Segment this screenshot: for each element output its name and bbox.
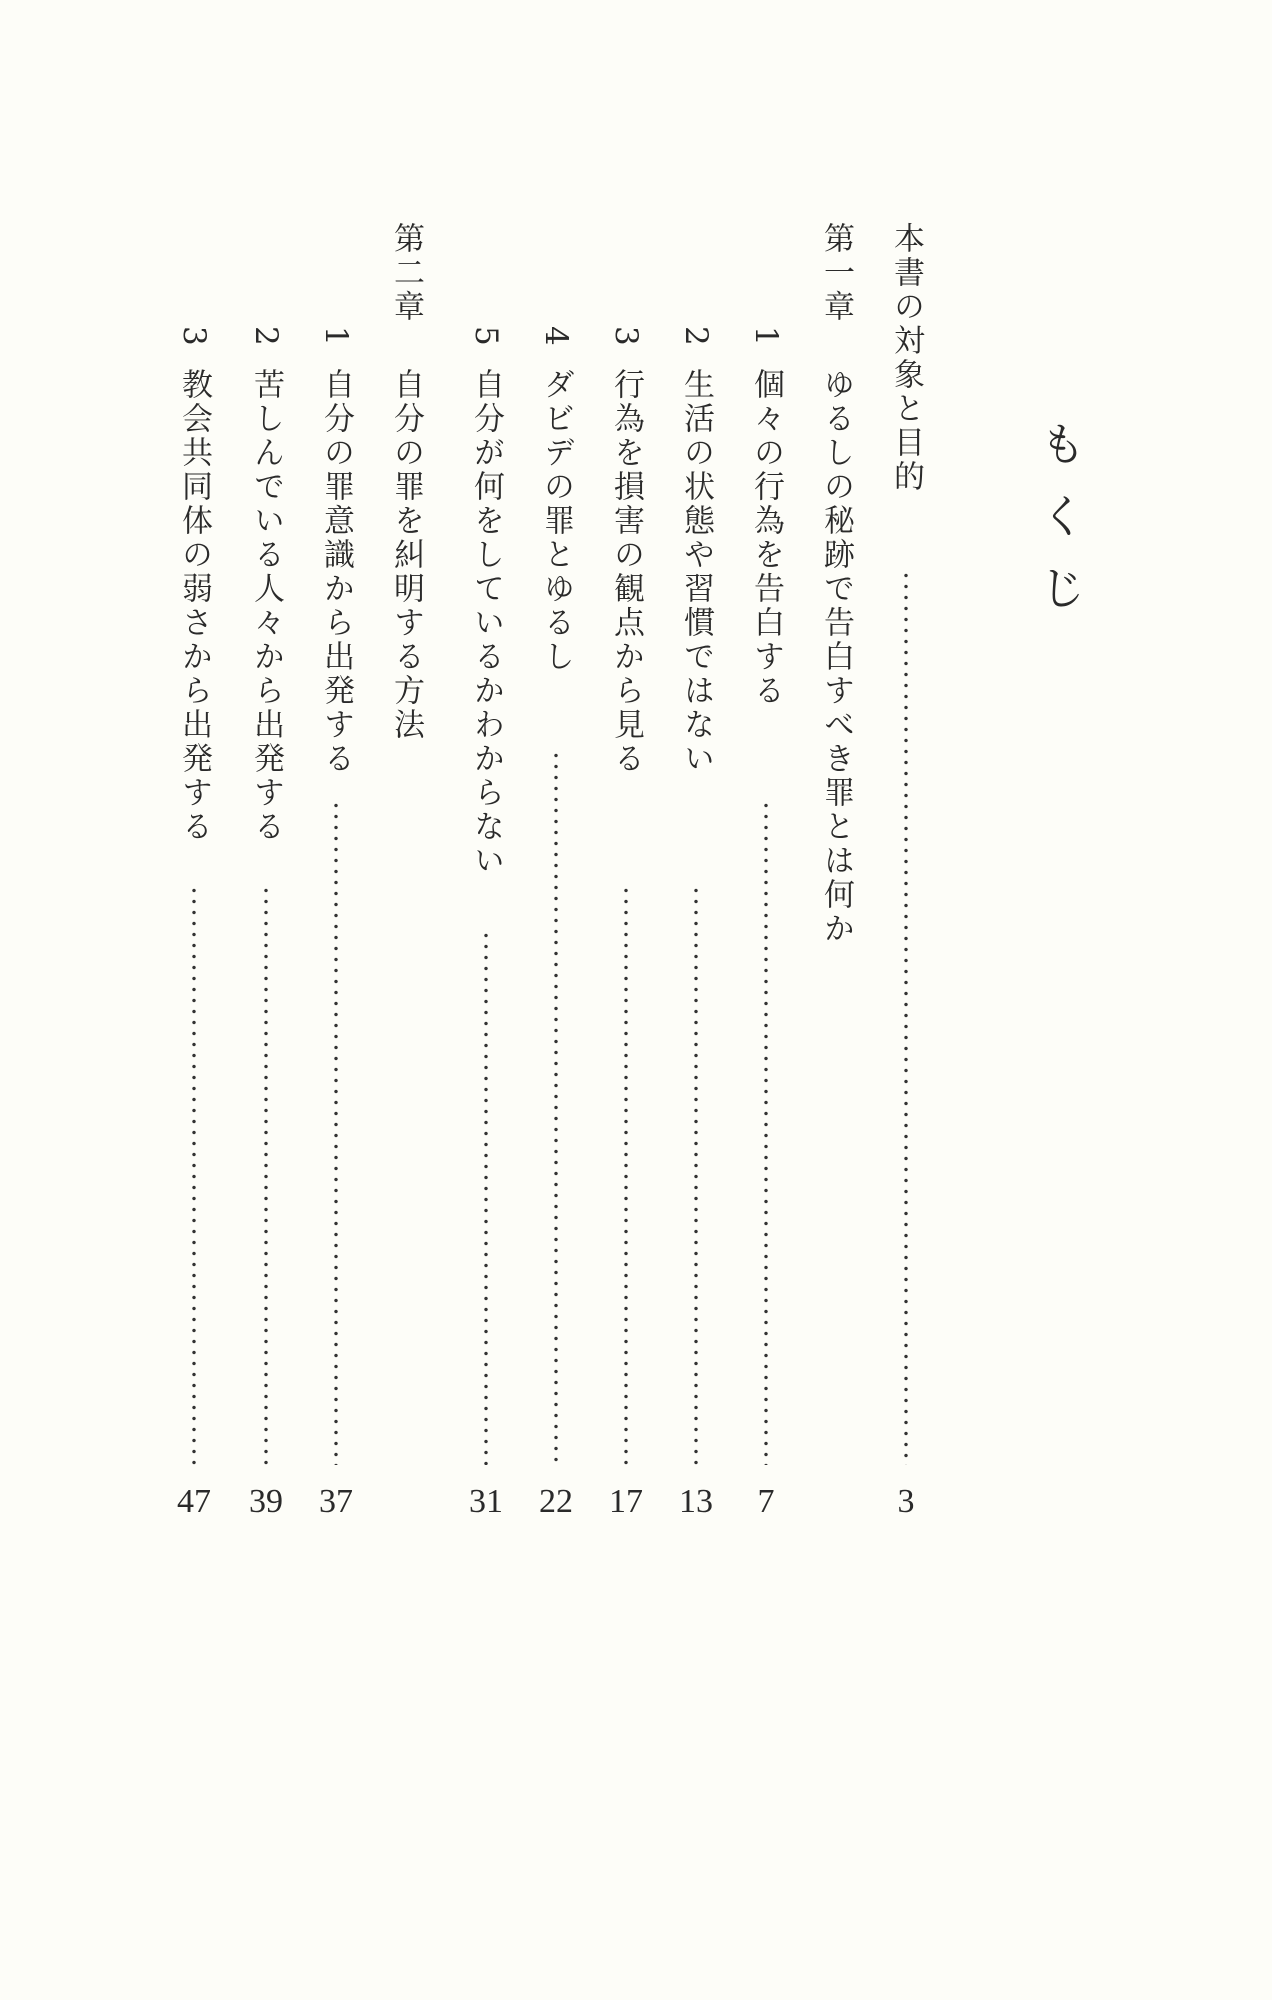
toc-entry-2-1 — [315, 0, 357, 2000]
entry-number: 1 — [748, 326, 784, 349]
entry-text: 個々の行為を告白する — [748, 368, 784, 708]
entry-text: 本書の対象と目的 — [888, 222, 924, 494]
entry-number: 1 — [318, 326, 354, 349]
entry-page: 13 — [679, 1483, 713, 1520]
toc-entry-intro — [885, 0, 927, 2000]
chapter-label: 第一章 — [818, 222, 854, 324]
entry-text: 自分の罪意識から出発する — [318, 368, 354, 776]
toc-entry-1-4 — [535, 0, 577, 2000]
leader-dots — [484, 930, 488, 1465]
toc-entry-1-2 — [675, 0, 717, 2000]
entry-page: 3 — [897, 1483, 915, 1520]
entry-text: ダビデの罪とゆるし — [538, 368, 574, 674]
entry-number: 5 — [468, 326, 504, 349]
page-title: もくじ — [1033, 420, 1087, 636]
chapter-title: ゆるしの秘跡で告白すべき罪とは何か — [818, 368, 854, 946]
entry-page: 17 — [609, 1483, 643, 1520]
chapter-label: 第二章 — [388, 222, 424, 324]
entry-number: 3 — [608, 326, 644, 349]
leader-dots — [764, 800, 768, 1465]
toc-chapter-1 — [815, 0, 857, 2000]
entry-page: 37 — [319, 1483, 353, 1520]
toc-entry-2-3 — [173, 0, 215, 2000]
leader-dots — [624, 885, 628, 1465]
leader-dots — [904, 570, 908, 1465]
leader-dots — [554, 750, 558, 1465]
entry-number: 2 — [678, 326, 714, 349]
leader-dots — [192, 885, 196, 1465]
entry-number: 4 — [538, 326, 574, 349]
entry-number: 3 — [176, 326, 212, 349]
entry-page: 39 — [249, 1483, 283, 1520]
leader-dots — [694, 885, 698, 1465]
leader-dots — [334, 800, 338, 1465]
entry-page: 47 — [177, 1483, 211, 1520]
entry-text: 苦しんでいる人々から出発する — [248, 368, 284, 844]
toc-entry-1-5 — [465, 0, 507, 2000]
entry-page: 31 — [469, 1483, 503, 1520]
toc-entry-1-3 — [605, 0, 647, 2000]
entry-text: 自分が何をしているかわからない — [468, 368, 504, 878]
entry-text: 行為を損害の観点から見る — [608, 368, 644, 776]
entry-page: 7 — [757, 1483, 775, 1520]
leader-dots — [264, 885, 268, 1465]
entry-text: 生活の状態や習慣ではない — [678, 368, 714, 776]
toc-entry-1-1 — [745, 0, 787, 2000]
toc-chapter-2 — [385, 0, 427, 2000]
entry-page: 22 — [539, 1483, 573, 1520]
entry-text: 教会共同体の弱さから出発する — [176, 368, 212, 844]
toc-entry-2-2 — [245, 0, 287, 2000]
chapter-title: 自分の罪を糾明する方法 — [388, 368, 424, 742]
entry-number: 2 — [248, 326, 284, 349]
